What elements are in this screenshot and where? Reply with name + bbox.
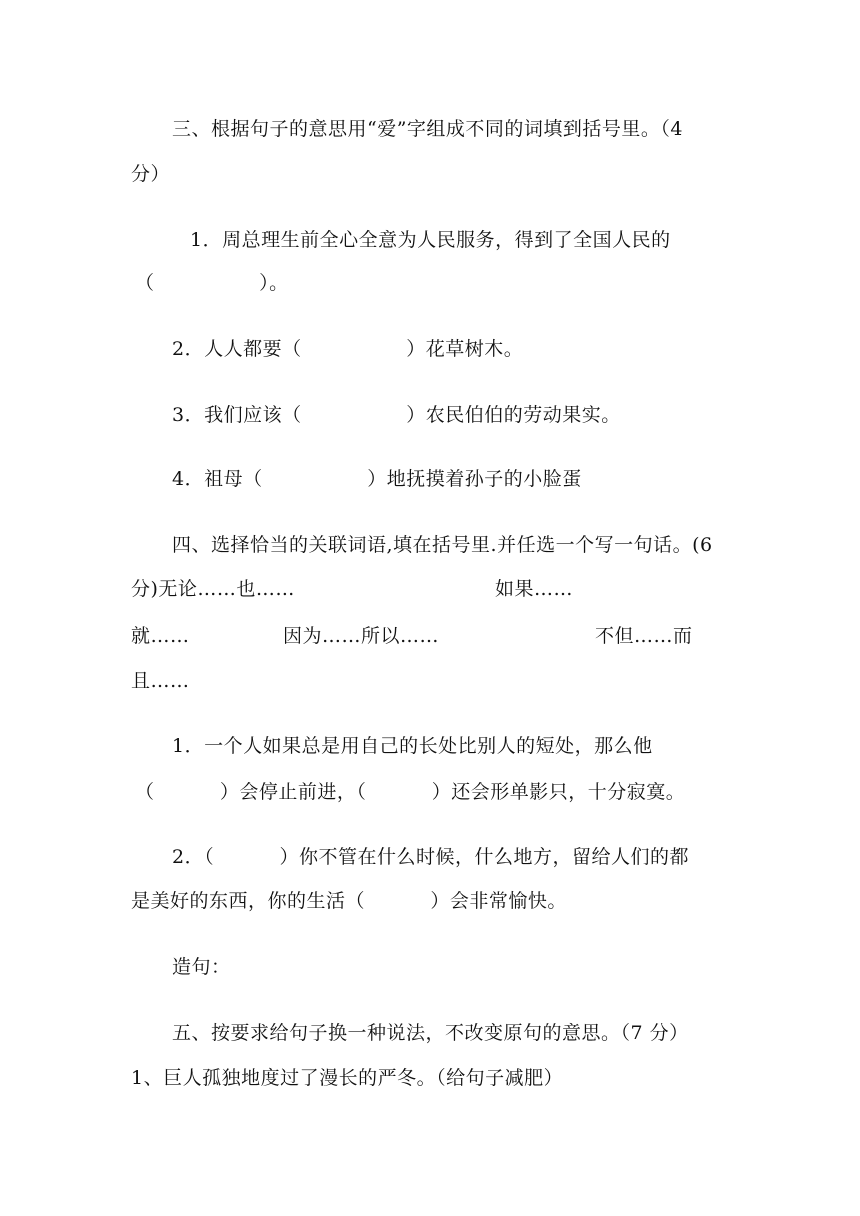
section5-heading: 五、按要求给句子换一种说法，不改变原句的意思。（7 分） bbox=[172, 1022, 689, 1044]
section3-question4: 4．祖母（ ）地抚摸着孙子的小脸蛋 bbox=[172, 468, 582, 490]
section4-option-yinwei: 因为……所以…… bbox=[283, 625, 440, 647]
section3-question3: 3．我们应该（ ）农民伯伯的劳动果实。 bbox=[172, 404, 621, 426]
section3-question1-line2: （ ）。 bbox=[135, 272, 289, 294]
section3-question2: 2．人人都要（ ）花草树木。 bbox=[172, 338, 524, 360]
section3-heading-line2: 分） bbox=[131, 163, 171, 185]
section4-question1-line1: 1．一个人如果总是用自己的长处比别人的短处，那么他 bbox=[172, 735, 653, 757]
section4-heading-line1: 四、选择恰当的关联词语,填在括号里.并任选一个写一句话。(6 bbox=[172, 534, 713, 556]
section5-question1: 1、巨人孤独地度过了漫长的严冬。（给句子减肥） bbox=[131, 1067, 564, 1089]
section4-make-sentence-label: 造句： bbox=[172, 956, 231, 978]
section4-heading-line2-b: 如果…… bbox=[495, 578, 574, 600]
section4-question2-line1: 2．（ ）你不管在什么时候，什么地方，留给人们的都 bbox=[172, 846, 689, 868]
section4-option-jiu: 就…… bbox=[131, 625, 190, 647]
section4-heading-line2-a: 分)无论……也…… bbox=[131, 578, 295, 600]
section3-heading-line1: 三、根据句子的意思用“爱”字组成不同的词填到括号里。（4 bbox=[172, 118, 684, 140]
section4-question1-line2: （ ）会停止前进，（ ）还会形单影只，十分寂寞。 bbox=[135, 781, 686, 803]
section4-question2-line2: 是美好的东西，你的生活（ ）会非常愉快。 bbox=[131, 890, 567, 912]
section4-option-qie: 且…… bbox=[131, 670, 190, 692]
section4-option-budan: 不但……而 bbox=[595, 625, 693, 647]
section3-question1-line1: 1．周总理生前全心全意为人民服务，得到了全国人民的 bbox=[190, 229, 671, 251]
